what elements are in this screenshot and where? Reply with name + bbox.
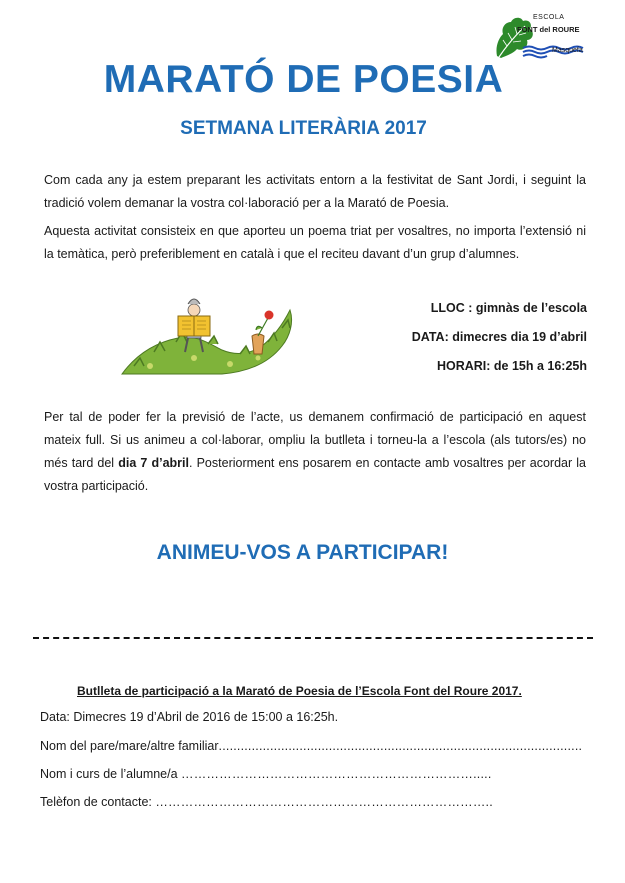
page-subtitle: SETMANA LITERÀRIA 2017	[180, 118, 427, 139]
deadline-date: dia 7 d’abril	[118, 456, 189, 470]
activity-paragraph: Aquesta activitat consisteix en que aporteu un poema triat per vosaltres, no importa l’extensió ni la temàtica, però preferiblement en català i que el reciteu davant d’un grup d’alumnes.	[44, 224, 586, 261]
form-date-line: Data: Dimecres 19 d’Abril de 2016 de 15:00 a 16:25h.	[40, 710, 339, 724]
phone-label: Telèfon de contacte:	[40, 795, 156, 809]
info-schedule: HORARI: de 15h a 16:25h	[436, 359, 587, 373]
cut-line-divider	[33, 637, 593, 639]
info-location: LLOC : gimnàs de l’escola	[430, 301, 587, 315]
logo-line-escola: ESCOLA	[533, 14, 565, 21]
info-date: DATA: dimecres dia 19 d’abril	[411, 330, 587, 344]
page-title: MARATÓ DE POESIA	[103, 58, 504, 101]
phone-field[interactable]	[40, 795, 493, 809]
form-title: Butlleta de participació a la Marató de Poesia de l’Escola Font del Roure 2017.	[77, 684, 522, 698]
parent-name-blank[interactable]: ...................................................................................................	[218, 739, 583, 753]
school-logo	[493, 12, 589, 62]
phone-blank[interactable]: ……………………………………………………………………..	[155, 795, 493, 809]
call-to-action: ANIMEU-VOS A PARTICIPAR!	[156, 541, 449, 564]
logo-line-school-name: FONT del ROURE	[517, 25, 580, 34]
student-name-blank[interactable]: …………………………………………………………….....	[181, 767, 492, 781]
dragon-illustration-icon	[118, 288, 298, 380]
student-name-field[interactable]	[40, 767, 492, 781]
confirmation-paragraph	[44, 406, 586, 498]
logo-line-town: Masquefa	[552, 47, 583, 54]
intro-paragraph: Com cada any ja estem preparant les activitats entorn a la festivitat de Sant Jordi, i seguint la tradició volem demanar la vostra col·laboració per a la Marató de Poesia.	[44, 173, 586, 210]
student-name-label: Nom i curs de l’alumne/a	[40, 767, 182, 781]
confirmation-text-start: Per tal de poder fer la previsió de l’acte, us demanem confirmació de participació en aquest mateix full. Si us animeu a col·laborar, ompliu la butlleta i torneu-la a l’escola (als tutors/es) no més tard del	[44, 410, 586, 470]
confirmation-text-end: . Posteriorment ens posarem en contacte amb vosaltres per acordar la vostra participació.	[44, 456, 586, 493]
dragon-reader-illustration	[118, 288, 298, 380]
parent-name-label: Nom del pare/mare/altre familiar	[40, 739, 219, 753]
parent-name-field[interactable]	[40, 739, 582, 753]
